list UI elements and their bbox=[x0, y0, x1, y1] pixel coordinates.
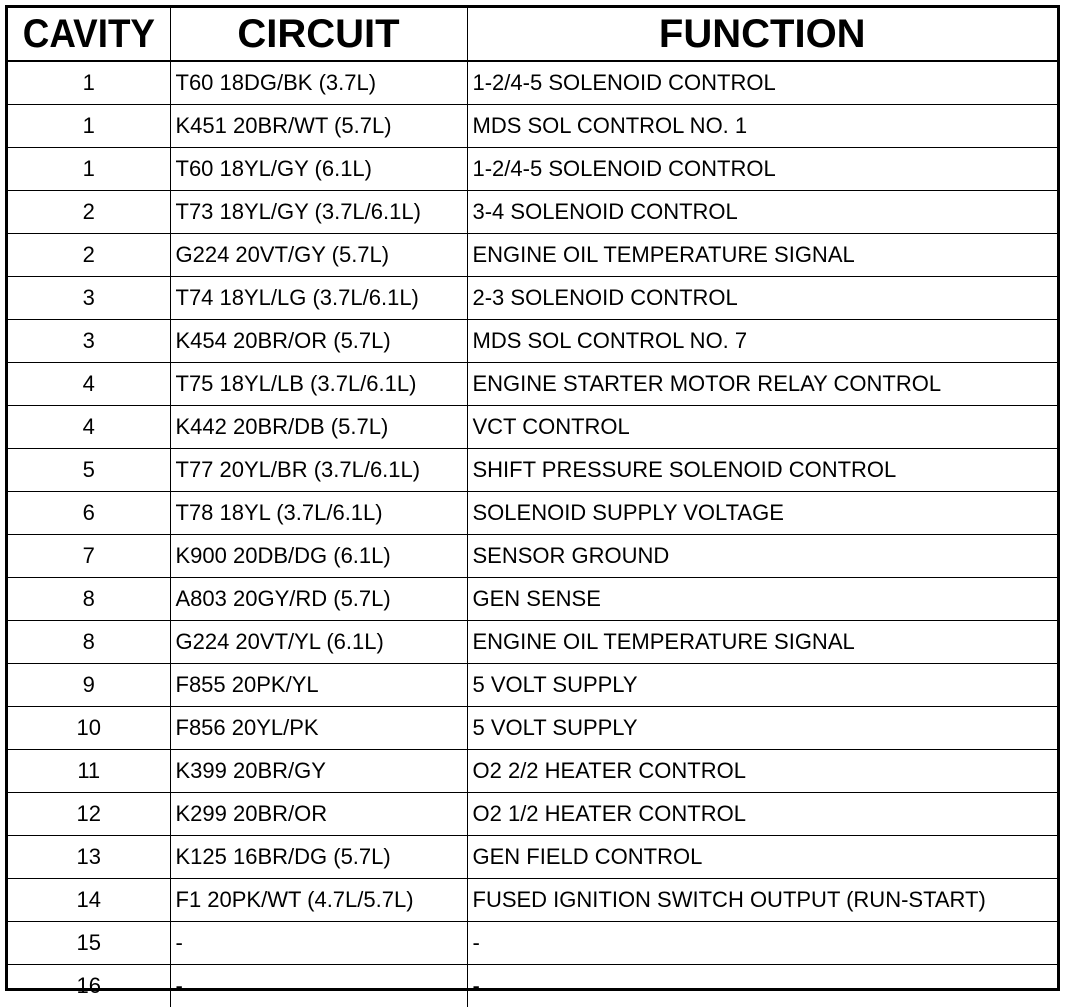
function-cell bbox=[467, 492, 1057, 535]
circuit-cell-text: K399 20BR/GY bbox=[176, 758, 326, 783]
circuit-cell-text: G224 20VT/GY (5.7L) bbox=[176, 242, 390, 267]
cavity-cell bbox=[8, 61, 170, 105]
function-cell-text: 5 VOLT SUPPLY bbox=[473, 715, 638, 741]
column-header-circuit: CIRCUIT bbox=[170, 8, 467, 61]
function-cell-text: - bbox=[473, 973, 480, 999]
function-cell-text: 5 VOLT SUPPLY bbox=[473, 672, 638, 698]
function-cell bbox=[467, 320, 1057, 363]
cavity-cell-text: 7 bbox=[83, 543, 95, 568]
circuit-cell bbox=[170, 664, 467, 707]
cavity-cell bbox=[8, 234, 170, 277]
circuit-cell bbox=[170, 406, 467, 449]
circuit-cell-text: K125 16BR/DG (5.7L) bbox=[176, 844, 391, 869]
function-cell-text: O2 2/2 HEATER CONTROL bbox=[473, 758, 746, 784]
cavity-cell bbox=[8, 277, 170, 320]
table-row bbox=[8, 406, 1057, 449]
cavity-cell bbox=[8, 750, 170, 793]
connector-pinout-table bbox=[5, 5, 1060, 991]
cavity-cell bbox=[8, 965, 170, 1007]
table-row bbox=[8, 578, 1057, 621]
circuit-cell bbox=[170, 191, 467, 234]
cavity-cell bbox=[8, 793, 170, 836]
function-cell-text: 3-4 SOLENOID CONTROL bbox=[473, 199, 738, 225]
cavity-cell-text: 1 bbox=[83, 70, 95, 95]
circuit-cell bbox=[170, 492, 467, 535]
circuit-cell bbox=[170, 234, 467, 277]
function-cell bbox=[467, 664, 1057, 707]
header-row bbox=[8, 8, 1057, 61]
circuit-cell-text: T60 18DG/BK (3.7L) bbox=[176, 70, 377, 95]
function-cell bbox=[467, 234, 1057, 277]
circuit-cell bbox=[170, 879, 467, 922]
function-cell bbox=[467, 449, 1057, 492]
table-row bbox=[8, 965, 1057, 1007]
cavity-cell-text: 8 bbox=[83, 586, 95, 611]
circuit-cell bbox=[170, 148, 467, 191]
table-row bbox=[8, 836, 1057, 879]
column-header-cavity-label: CAVITY bbox=[23, 12, 155, 57]
cavity-cell-text: 6 bbox=[83, 500, 95, 525]
function-cell bbox=[467, 879, 1057, 922]
function-cell bbox=[467, 578, 1057, 621]
table-row bbox=[8, 664, 1057, 707]
circuit-cell-text: K454 20BR/OR (5.7L) bbox=[176, 328, 391, 353]
function-cell bbox=[467, 406, 1057, 449]
table-row bbox=[8, 148, 1057, 191]
function-cell bbox=[467, 148, 1057, 191]
cavity-cell-text: 14 bbox=[77, 887, 101, 912]
function-cell-text: ENGINE OIL TEMPERATURE SIGNAL bbox=[473, 629, 855, 655]
cavity-cell-text: 4 bbox=[83, 414, 95, 439]
cavity-cell bbox=[8, 363, 170, 406]
function-cell-text: 1-2/4-5 SOLENOID CONTROL bbox=[473, 70, 776, 96]
circuit-cell bbox=[170, 535, 467, 578]
pinout-table bbox=[8, 8, 1057, 1007]
circuit-cell bbox=[170, 621, 467, 664]
function-cell-text: GEN SENSE bbox=[473, 586, 601, 612]
function-cell-text: MDS SOL CONTROL NO. 7 bbox=[473, 328, 748, 354]
cavity-cell bbox=[8, 879, 170, 922]
table-row bbox=[8, 492, 1057, 535]
function-cell bbox=[467, 707, 1057, 750]
circuit-cell bbox=[170, 578, 467, 621]
table-row bbox=[8, 61, 1057, 105]
column-header-cavity bbox=[8, 8, 170, 61]
function-cell-text: FUSED IGNITION SWITCH OUTPUT (RUN-START) bbox=[473, 887, 986, 913]
function-cell-text: GEN FIELD CONTROL bbox=[473, 844, 703, 870]
cavity-cell bbox=[8, 664, 170, 707]
circuit-cell bbox=[170, 793, 467, 836]
cavity-cell-text: 1 bbox=[83, 156, 95, 181]
function-cell bbox=[467, 965, 1057, 1007]
function-cell-text: ENGINE STARTER MOTOR RELAY CONTROL bbox=[473, 371, 942, 397]
function-cell-text: 1-2/4-5 SOLENOID CONTROL bbox=[473, 156, 776, 182]
cavity-cell-text: 13 bbox=[77, 844, 101, 869]
function-cell-text: VCT CONTROL bbox=[473, 414, 630, 440]
circuit-cell bbox=[170, 363, 467, 406]
cavity-cell-text: 8 bbox=[83, 629, 95, 654]
cavity-cell-text: 15 bbox=[77, 930, 101, 955]
function-cell bbox=[467, 363, 1057, 406]
cavity-cell bbox=[8, 836, 170, 879]
cavity-cell-text: 4 bbox=[83, 371, 95, 396]
circuit-cell-text: F855 20PK/YL bbox=[176, 672, 319, 697]
function-cell bbox=[467, 61, 1057, 105]
cavity-cell-text: 9 bbox=[83, 672, 95, 697]
cavity-cell bbox=[8, 406, 170, 449]
circuit-cell-text: T77 20YL/BR (3.7L/6.1L) bbox=[176, 457, 421, 482]
cavity-cell bbox=[8, 449, 170, 492]
circuit-cell-text: - bbox=[176, 930, 183, 955]
function-cell-text: MDS SOL CONTROL NO. 1 bbox=[473, 113, 748, 139]
cavity-cell bbox=[8, 492, 170, 535]
cavity-cell bbox=[8, 105, 170, 148]
circuit-cell-text: G224 20VT/YL (6.1L) bbox=[176, 629, 384, 654]
circuit-cell bbox=[170, 61, 467, 105]
circuit-cell bbox=[170, 707, 467, 750]
cavity-cell bbox=[8, 535, 170, 578]
function-cell bbox=[467, 836, 1057, 879]
cavity-cell-text: 11 bbox=[77, 758, 100, 783]
function-cell bbox=[467, 750, 1057, 793]
function-cell-text: SOLENOID SUPPLY VOLTAGE bbox=[473, 500, 784, 526]
circuit-cell bbox=[170, 836, 467, 879]
table-row bbox=[8, 535, 1057, 578]
function-cell bbox=[467, 793, 1057, 836]
cavity-cell-text: 2 bbox=[83, 242, 95, 267]
circuit-cell-text: T75 18YL/LB (3.7L/6.1L) bbox=[176, 371, 417, 396]
circuit-cell bbox=[170, 750, 467, 793]
cavity-cell-text: 2 bbox=[83, 199, 95, 224]
circuit-cell-text: - bbox=[176, 973, 183, 998]
function-cell bbox=[467, 277, 1057, 320]
circuit-cell-text: K451 20BR/WT (5.7L) bbox=[176, 113, 392, 138]
cavity-cell bbox=[8, 707, 170, 750]
cavity-cell-text: 3 bbox=[83, 285, 95, 310]
circuit-cell bbox=[170, 922, 467, 965]
table-row bbox=[8, 191, 1057, 234]
circuit-cell-text: T78 18YL (3.7L/6.1L) bbox=[176, 500, 383, 525]
circuit-cell bbox=[170, 320, 467, 363]
circuit-cell bbox=[170, 449, 467, 492]
function-cell bbox=[467, 191, 1057, 234]
table-row bbox=[8, 105, 1057, 148]
circuit-cell-text: F1 20PK/WT (4.7L/5.7L) bbox=[176, 887, 414, 912]
circuit-cell bbox=[170, 105, 467, 148]
column-header-function: FUNCTION bbox=[467, 8, 1057, 61]
circuit-cell bbox=[170, 965, 467, 1007]
table-row bbox=[8, 320, 1057, 363]
cavity-cell bbox=[8, 148, 170, 191]
function-cell bbox=[467, 621, 1057, 664]
table-row bbox=[8, 793, 1057, 836]
circuit-cell-text: K299 20BR/OR bbox=[176, 801, 328, 826]
cavity-cell-text: 1 bbox=[83, 113, 95, 138]
cavity-cell-text: 5 bbox=[83, 457, 95, 482]
cavity-cell-text: 3 bbox=[83, 328, 95, 353]
circuit-cell-text: K900 20DB/DG (6.1L) bbox=[176, 543, 391, 568]
cavity-cell-text: 12 bbox=[77, 801, 101, 826]
cavity-cell-text: 16 bbox=[77, 973, 101, 998]
table-row bbox=[8, 621, 1057, 664]
function-cell-text: SENSOR GROUND bbox=[473, 543, 670, 569]
function-cell-text: 2-3 SOLENOID CONTROL bbox=[473, 285, 738, 311]
cavity-cell bbox=[8, 191, 170, 234]
circuit-cell bbox=[170, 277, 467, 320]
table-body bbox=[8, 61, 1057, 1007]
table-row bbox=[8, 449, 1057, 492]
table-row bbox=[8, 234, 1057, 277]
function-cell-text: ENGINE OIL TEMPERATURE SIGNAL bbox=[473, 242, 855, 268]
table-row bbox=[8, 750, 1057, 793]
cavity-cell bbox=[8, 320, 170, 363]
function-cell-text: - bbox=[473, 930, 480, 956]
cavity-cell bbox=[8, 922, 170, 965]
cavity-cell bbox=[8, 578, 170, 621]
circuit-cell-text: A803 20GY/RD (5.7L) bbox=[176, 586, 391, 611]
function-cell-text: O2 1/2 HEATER CONTROL bbox=[473, 801, 746, 827]
table-row bbox=[8, 879, 1057, 922]
function-cell bbox=[467, 105, 1057, 148]
circuit-cell-text: T74 18YL/LG (3.7L/6.1L) bbox=[176, 285, 419, 310]
circuit-cell-text: T60 18YL/GY (6.1L) bbox=[176, 156, 373, 181]
function-cell bbox=[467, 535, 1057, 578]
circuit-cell-text: F856 20YL/PK bbox=[176, 715, 319, 740]
table-row bbox=[8, 277, 1057, 320]
cavity-cell-text: 10 bbox=[77, 715, 101, 740]
function-cell bbox=[467, 922, 1057, 965]
table-row bbox=[8, 363, 1057, 406]
function-cell-text: SHIFT PRESSURE SOLENOID CONTROL bbox=[473, 457, 897, 483]
table-header bbox=[8, 8, 1057, 61]
table-row bbox=[8, 707, 1057, 750]
circuit-cell-text: K442 20BR/DB (5.7L) bbox=[176, 414, 389, 439]
table-row bbox=[8, 922, 1057, 965]
circuit-cell-text: T73 18YL/GY (3.7L/6.1L) bbox=[176, 199, 421, 224]
cavity-cell bbox=[8, 621, 170, 664]
